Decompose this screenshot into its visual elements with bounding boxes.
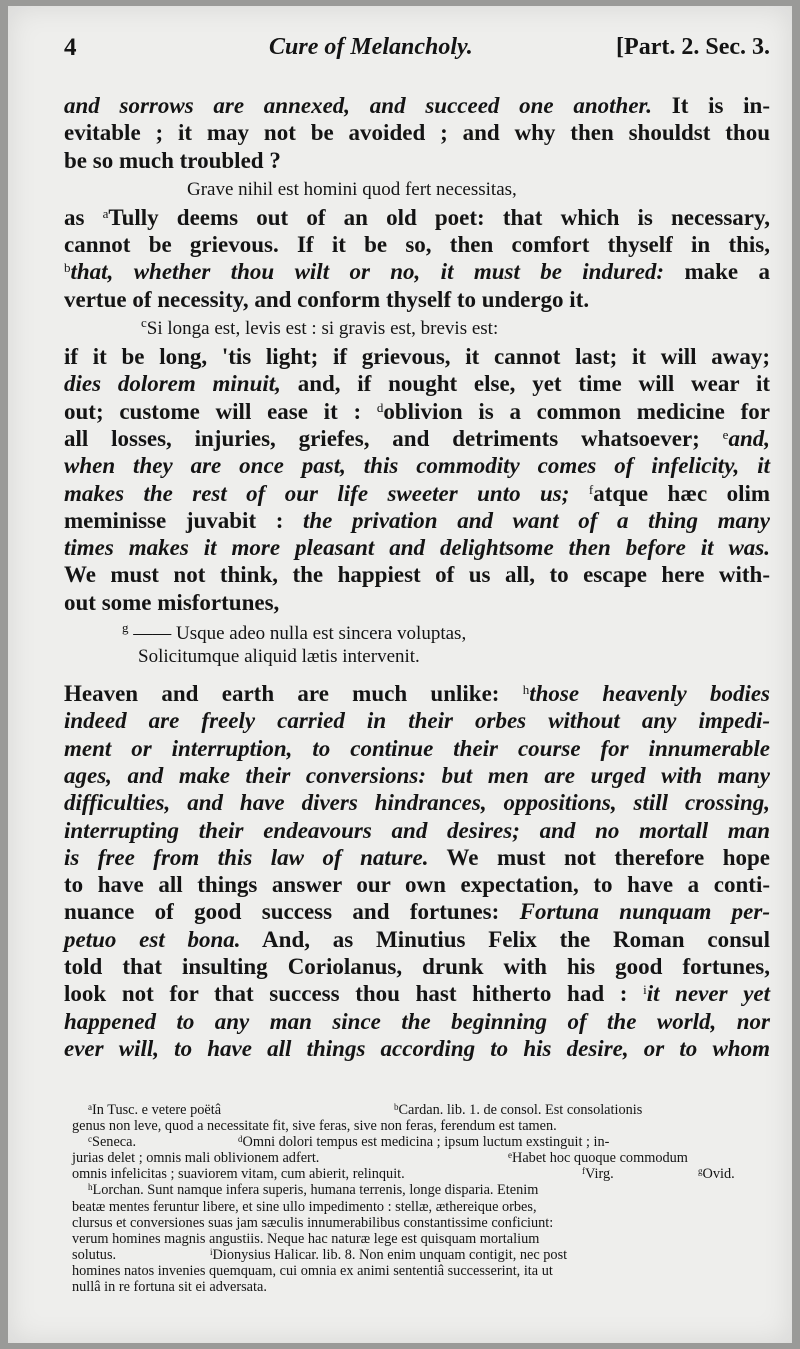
text-line: evitable ; it may not be avoided ; and why then shouldst thou <box>64 120 770 146</box>
page-number: 4 <box>64 34 77 61</box>
text-line: cannot be grievous. If it be so, then comfort thyself in this, <box>64 232 770 258</box>
footnote-mark: g <box>122 620 129 636</box>
running-header <box>64 34 770 74</box>
footnote-line: $^a$In Tusc. e vetere poëtâ $^b$Cardan. lib. 1. de consol. Est consolationis <box>88 1102 643 1118</box>
text-line: meminisse juvabit : the privation and want of a thing many <box>64 507 770 533</box>
text-line: $^b$that, whether thou wilt or no, it must be indured: make a <box>64 259 770 285</box>
text-line: look not for that success thou hast hitherto had : $^i$it never yet <box>64 981 770 1007</box>
main-text <box>64 92 770 1062</box>
footnote-line: clursus et conversiones suas jam sæculis innumerabilibus constantissime conficiunt: <box>72 1214 554 1231</box>
footnote-line: solutus. $^i$Dionysius Halicar. lib. 8. Non enim unquam contigit, nec post <box>72 1246 568 1263</box>
text-line: and sorrows are annexed, and succeed one another. It is in- <box>64 93 771 118</box>
text-line: told that insulting Coriolanus, drunk with his good fortunes, <box>64 954 770 980</box>
text-line: happened to any man since the beginning of the world, nor <box>64 1008 770 1034</box>
verse-quote: $^g$ —— Usque adeo nulla est sincera voluptas, <box>122 620 467 645</box>
footnote-line: $^c$Seneca. $^d$Omni dolori tempus est medicina ; ipsum luctum exstinguit ; in- <box>88 1134 610 1151</box>
footnote-line: jurias delet ; omnis mali oblivionem adfert. $^e$Habet hoc quoque commodum <box>72 1150 688 1167</box>
text-line: out some misfortunes, <box>64 589 280 615</box>
footnote-mark: f <box>588 481 594 497</box>
section-label: [Part. 2. Sec. 3. <box>616 34 770 60</box>
running-title: Cure of Melancholy. <box>269 34 473 60</box>
footnote-mark: c <box>141 315 147 331</box>
text-line: vertue of necessity, and conform thyself to undergo it. <box>64 286 590 312</box>
text-line: indeed are freely carried in their orbes without any impedi- <box>64 708 770 734</box>
text-line: as $^a$Tully deems out of an old poet: that which is necessary, <box>64 204 770 230</box>
text-line: nuance of good success and fortunes: Fortuna nunquam per- <box>64 899 771 925</box>
text-line: is free from this law of nature. We must not therefore hope <box>64 844 770 870</box>
footnote-mark: i <box>643 982 647 998</box>
footnote-mark: a <box>102 205 109 221</box>
book-page <box>8 6 792 1343</box>
footnote-line: genus non leve, quod a necessitate fit, sive feras, sive non feras, ferendum est tamen. <box>72 1118 557 1135</box>
footnote-line: verum homines magnis angustiis. Neque hac naturæ lege est quisquam mortalium <box>72 1230 540 1247</box>
footnote-mark: d <box>376 399 384 415</box>
text-line: Heaven and earth are much unlike: $^h$those heavenly bodies <box>64 681 770 707</box>
text-line: when they are once past, this commodity comes of infelicity, it <box>64 453 770 479</box>
verse-quote: Solicitumque aliquid lætis intervenit. <box>138 646 420 668</box>
footnotes <box>72 1102 772 1296</box>
text-line: be so much troubled ? <box>64 147 281 173</box>
text-line: We must not think, the happiest of us all, to escape here with- <box>64 562 770 588</box>
text-line: dies dolorem minuit, and, if nought else, yet time will wear it <box>64 371 770 397</box>
text-line: out; custome will ease it : $^d$oblivion is a common medicine for <box>64 398 770 424</box>
text-line: interrupting their endeavours and desires; and no mortall man <box>64 817 770 843</box>
text-line: makes the rest of our life sweeter unto us; $^f$atque hæc olim <box>64 480 771 506</box>
text-line: ment or interruption, to continue their course for innumerable <box>64 735 770 761</box>
text-line: petuo est bona. And, as Minutius Felix the Roman consul <box>64 926 770 952</box>
text-line: difficulties, and have divers hindrances, oppositions, still crossing, <box>64 790 770 816</box>
text-line: if it be long, 'tis light; if grievous, it cannot last; it will away; <box>64 344 770 370</box>
footnote-mark: e <box>722 426 729 442</box>
text-line: ages, and make their conversions: but men are urged with many <box>64 762 770 788</box>
text-line: all losses, injuries, griefes, and detriments whatsoever; $^e$and, <box>64 425 770 451</box>
footnote-line: homines natos invenies quemquam, cui omnia ex animi sententiâ successerint, ita ut <box>72 1262 553 1279</box>
text-line: ever will, to have all things according to his desire, or to whom <box>64 1035 770 1061</box>
footnote-line: omnis infelicitas ; suaviorem vitam, cum abierit, relinquit. $^f$Virg. $^g$Ovid. <box>72 1166 735 1183</box>
footnote-line: beatæ mentes feruntur libere, et sine ullo impedimento : stellæ, æthereique orbes, <box>72 1198 537 1215</box>
verse-quote: Grave nihil est homini quod fert necessitas, <box>187 178 517 200</box>
verse-quote: $^c$Si longa est, levis est : si gravis est, brevis est: <box>141 315 499 340</box>
footnote-line: nullâ in re fortuna sit ei adversata. <box>72 1279 267 1296</box>
footnote-mark: h <box>522 682 530 698</box>
footnote-line: $^h$Lorchan. Sunt namque infera superis, humana terrenis, longe disparia. Etenim <box>88 1182 539 1199</box>
footnote-mark: b <box>64 260 71 276</box>
text-line: to have all things answer our own expectation, to have a conti- <box>64 872 770 898</box>
text-line: times makes it more pleasant and delightsome then before it was. <box>64 535 770 561</box>
